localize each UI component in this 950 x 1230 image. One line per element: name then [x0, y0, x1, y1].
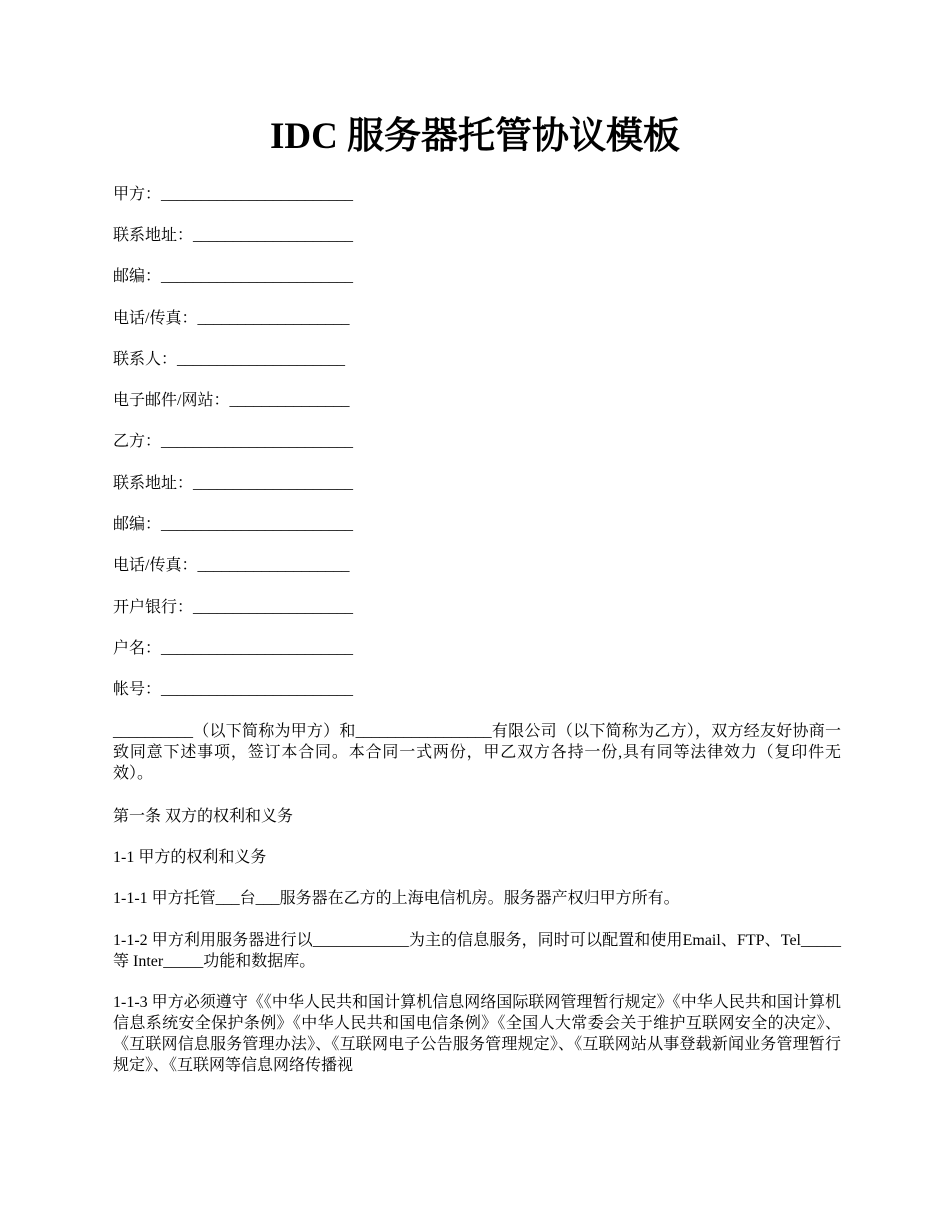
party-b-phone-fax-field: 电话/传真：___________________ [113, 557, 350, 574]
party-a-phone-fax-field: 电话/传真：___________________ [113, 310, 350, 327]
clause-1-1-3: 1-1-3 甲方必须遵守《《中华人民共和国计算机信息网络国际联网管理暂行规定》《中华人民共和国计算机信息系统安全保护条例》《中华人民共和国电信条例》《全国人大常委会关于维护互联网安全的决定》、《互联网信息服务管理办法》、《互联网电子公告服务管理规定》、《互联网站从事登载新闻业务管理暂行规定》、《互联网等信息网络传播视 [113, 994, 841, 1074]
article-1-heading: 第一条 双方的权利和义务 [113, 808, 294, 825]
party-b-field: 乙方：________________________ [113, 433, 354, 450]
party-a-postcode-field: 邮编：________________________ [113, 268, 354, 285]
party-a-field: 甲方：________________________ [113, 186, 354, 203]
party-a-email-website-field: 电子邮件/网站：_______________ [113, 392, 350, 409]
party-b-account-name-field: 户名：________________________ [113, 640, 354, 657]
clause-1-1-1: 1-1-1 甲方托管___台___服务器在乙方的上海电信机房。服务器产权归甲方所有。 [113, 890, 680, 907]
intro-paragraph: __________（以下简称为甲方）和_________________有限公司（以下简称为乙方），双方经友好协商一致同意下述事项，签订本合同。本合同一式两份，甲乙双方各持一份,具有同等法律效力（复印件无效）。 [113, 723, 841, 782]
party-b-address-field: 联系地址：____________________ [113, 475, 354, 492]
document-title: IDC 服务器托管协议模板 [269, 116, 681, 157]
clause-1-1-2: 1-1-2 甲方利用服务器进行以____________为主的信息服务，同时可以配置和使用Email、FTP、Tel_____等 Inter_____功能和数据库。 [113, 932, 841, 970]
party-a-contact-field: 联系人：_____________________ [113, 351, 346, 368]
section-1-1-heading: 1-1 甲方的权利和义务 [113, 849, 267, 866]
party-b-account-number-field: 帐号：________________________ [113, 681, 354, 698]
party-b-bank-field: 开户银行：____________________ [113, 599, 354, 616]
party-a-address-field: 联系地址：____________________ [113, 227, 354, 244]
party-b-postcode-field: 邮编：________________________ [113, 516, 354, 533]
